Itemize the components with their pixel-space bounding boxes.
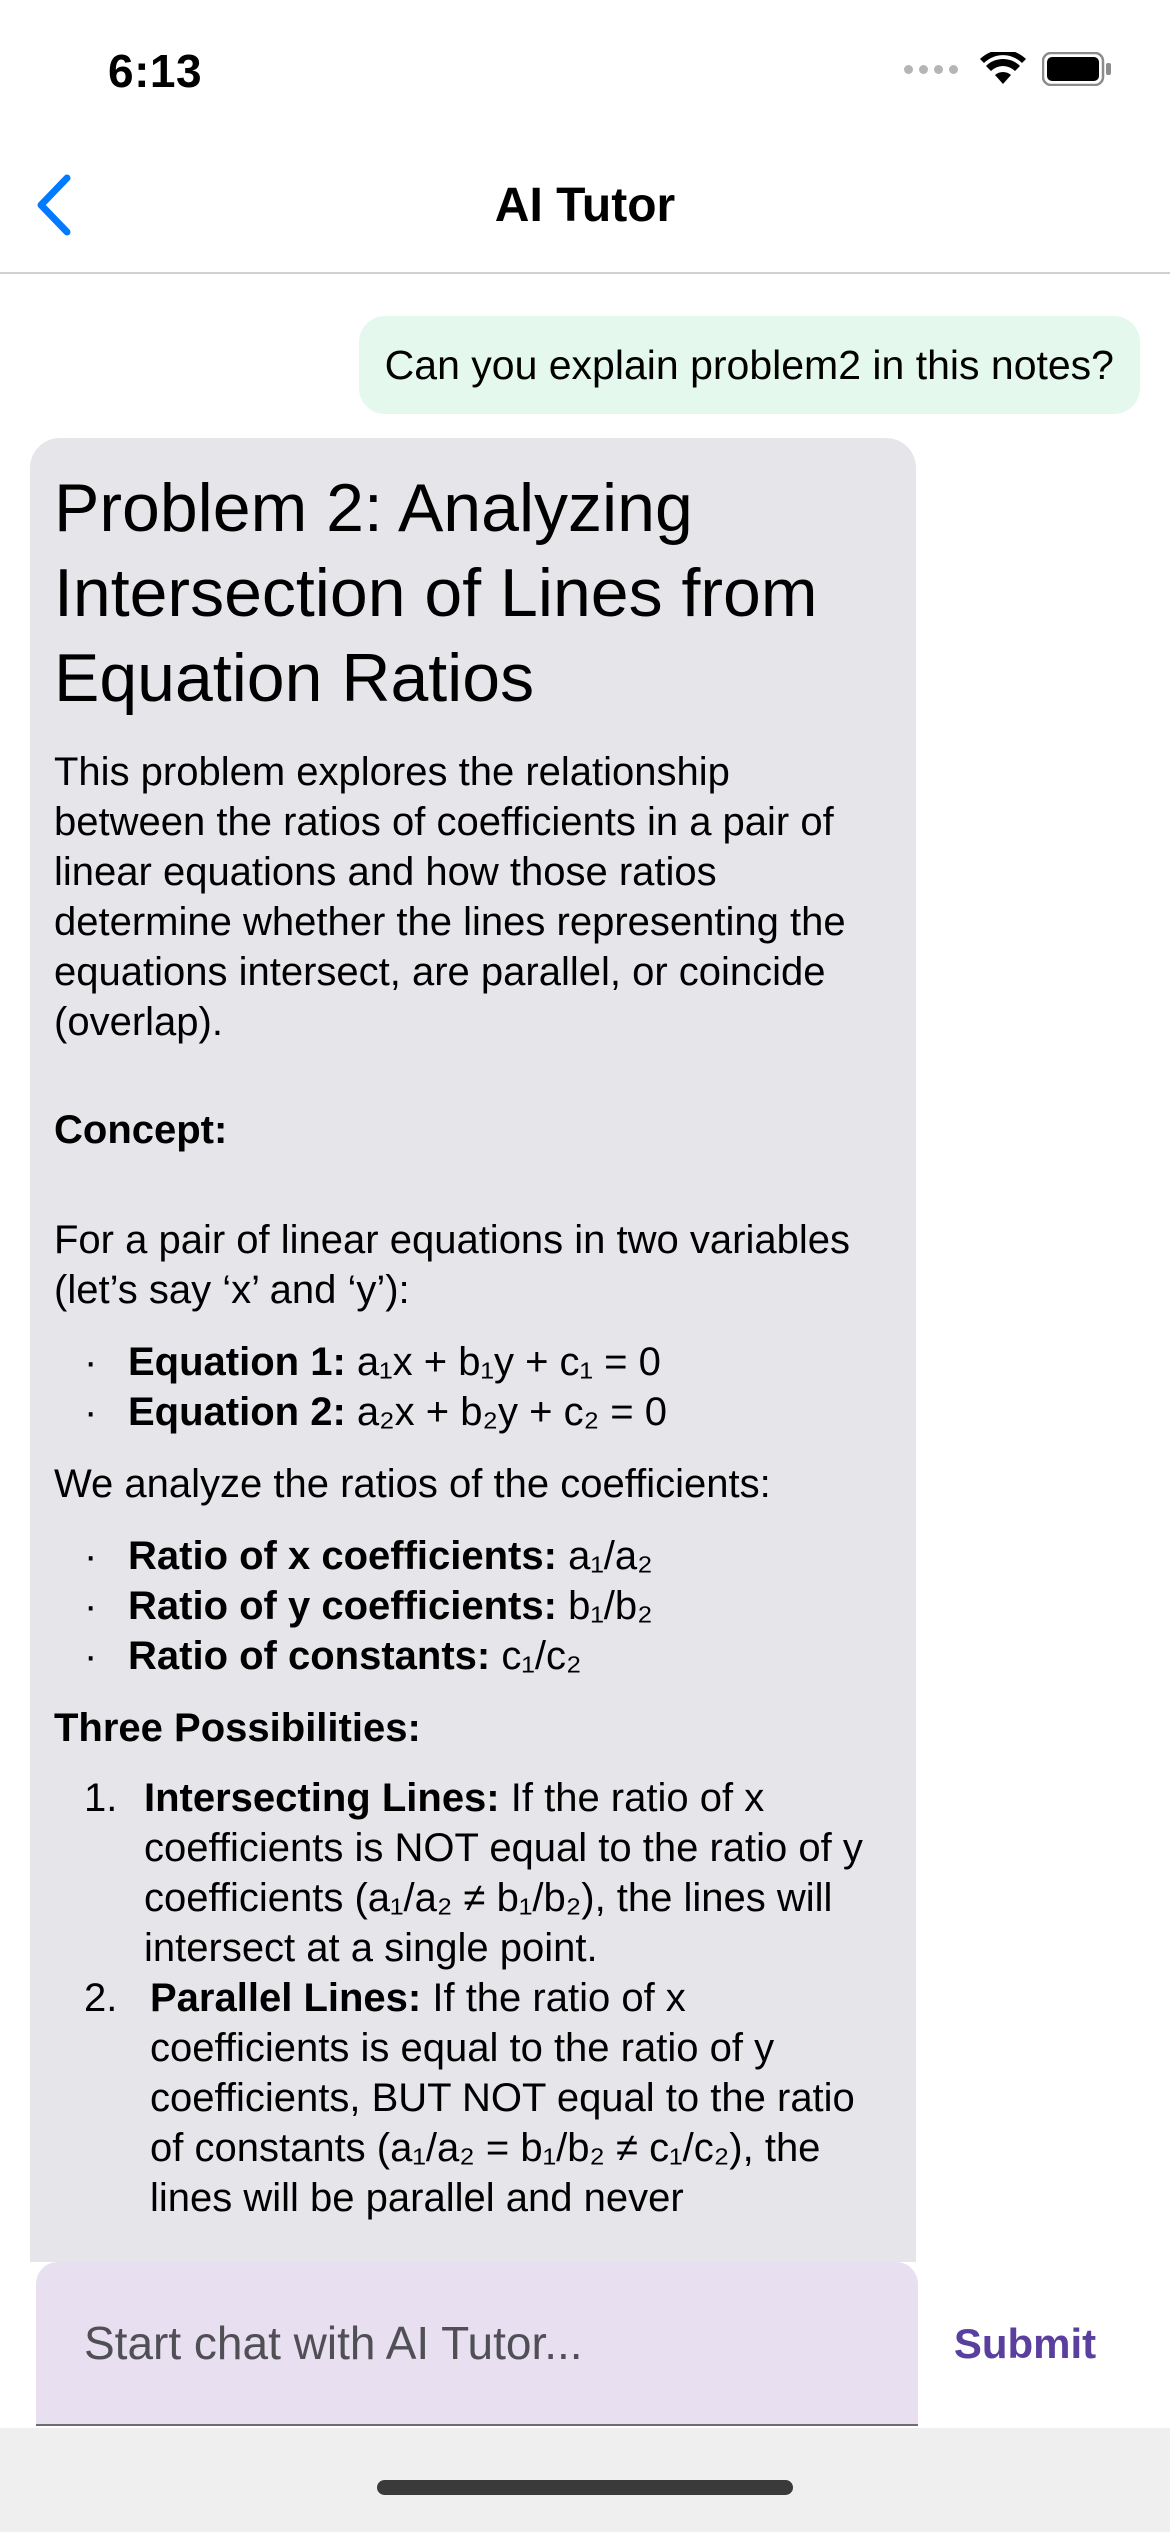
possibilities-heading: Three Possibilities: [54, 1706, 421, 1750]
ai-message-title: Problem 2: Analyzing Intersection of Lines from Equation Ratios [54, 470, 818, 716]
ratio-value: a₁/a₂ [556, 1534, 653, 1578]
chat-input[interactable] [36, 2262, 918, 2426]
possibility-text: If the ratio of x coefficients is NOT equal to the ratio of y coefficients (a₁/a₂ ≠ b₁/b₂), the lines will intersect at a single point. [144, 1776, 863, 1970]
list-item [54, 1973, 892, 2223]
intro-paragraph: This problem explores the relationship between the ratios of coefficients in a pair of linear equations and how those ratios determine whether the lines representing the equations intersect, are parallel, or coincide (overlap). [54, 750, 846, 1044]
cellular-signal-icon [904, 65, 958, 74]
home-indicator[interactable] [377, 2480, 793, 2495]
equation-value: a₂x + b₂y + c₂ = 0 [345, 1390, 667, 1434]
status-time: 6:13 [108, 45, 203, 97]
user-message-bubble: Can you explain problem2 in this notes? [359, 316, 1140, 414]
submit-button[interactable]: Submit [940, 2312, 1110, 2376]
list-item [54, 1773, 892, 1973]
ratio-label: Ratio of y coefficients: [128, 1584, 557, 1628]
equation-label: Equation 2: [128, 1390, 346, 1434]
battery-icon [1042, 52, 1112, 86]
equation-value: a₁x + b₁y + c₁ = 0 [345, 1340, 661, 1384]
list-item: · Equation 1: a₁x + b₁y + c₁ = 0 [84, 1340, 661, 1384]
list-item: · Ratio of x coefficients: a₁/a₂ [84, 1534, 653, 1578]
ratio-value: b₁/b₂ [556, 1584, 653, 1628]
wifi-icon [980, 52, 1026, 86]
possibilities-list [54, 1773, 892, 2223]
ai-message-bubble [30, 438, 916, 2262]
ratio-label: Ratio of constants: [128, 1634, 491, 1678]
list-item: · Ratio of y coefficients: b₁/b₂ [84, 1584, 653, 1628]
status-icons [904, 52, 1112, 86]
list-number: 1. [84, 1776, 118, 1820]
ratio-value: c₁/c₂ [490, 1634, 582, 1678]
concept-text: For a pair of linear equations in two variables (let’s say ‘x’ and ‘y’): [54, 1218, 850, 1312]
status-bar [0, 0, 1170, 140]
ai-message-content [30, 438, 916, 2223]
possibility-text: If the ratio of x coefficients is equal to the ratio of y coefficients, BUT NOT equal to the ratio of constants (a₁/a₂ = b₁/b₂ ≠ c₁/c₂), the lines will be parallel and never [150, 1976, 855, 2220]
list-item: · Ratio of constants: c₁/c₂ [84, 1634, 582, 1678]
page-title: AI Tutor [494, 179, 676, 232]
ratios-intro: We analyze the ratios of the coefficients: [54, 1462, 771, 1506]
home-indicator-area [0, 2428, 1170, 2532]
possibility-label: Parallel Lines: [150, 1976, 422, 2020]
list-item: · Equation 2: a₂x + b₂y + c₂ = 0 [84, 1390, 667, 1434]
list-number: 2. [84, 1976, 118, 2020]
chat-messages[interactable] [0, 274, 1170, 2262]
navigation-bar [0, 140, 1170, 274]
equation-label: Equation 1: [128, 1340, 346, 1384]
chat-input-bar [0, 2262, 1170, 2428]
ratio-label: Ratio of x coefficients: [128, 1534, 557, 1578]
concept-heading: Concept: [54, 1108, 228, 1152]
possibility-label: Intersecting Lines: [144, 1776, 500, 1820]
equations-list [54, 1337, 892, 1437]
ratios-list [54, 1531, 892, 1681]
